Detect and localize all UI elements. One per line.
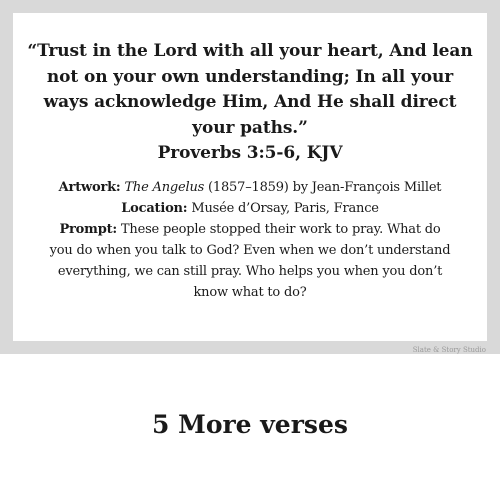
artwork-title: The Angelus	[124, 180, 205, 195]
verse-line: not on your own understanding; In all your	[46, 66, 454, 87]
studio-watermark: Slate & Story Studio	[412, 346, 486, 354]
prompt-text: These people stopped their work to pray. What do	[117, 222, 441, 237]
verse-line: ways acknowledge Him, And He shall direct	[43, 92, 457, 112]
artwork-label: Artwork:	[58, 180, 121, 195]
verse-line: “Trust in the Lord with all your heart, And lean	[27, 41, 473, 61]
prompt-label: Prompt:	[59, 222, 117, 237]
verse-card	[13, 13, 487, 341]
more-verses-heading: 5 More verses	[152, 410, 348, 439]
verse-reference: Proverbs 3:5-6, KJV	[157, 143, 343, 163]
prompt-text: know what to do?	[193, 285, 307, 300]
prompt-text: everything, we can still pray. Who helps you when you don’t	[57, 264, 443, 279]
location-line	[13, 198, 487, 219]
artwork-info: (1857–1859) by Jean-François Millet	[204, 180, 442, 195]
location-value: Musée d’Orsay, Paris, France	[187, 201, 379, 216]
location-label: Location:	[121, 201, 188, 216]
verse-line: your paths.”	[192, 117, 308, 138]
prompt-line	[13, 219, 487, 240]
artwork-details	[13, 177, 487, 303]
artwork-line	[13, 177, 487, 198]
prompt-text: you do when you talk to God? Even when we don’t understand	[49, 243, 451, 258]
bible-verse	[13, 39, 487, 167]
